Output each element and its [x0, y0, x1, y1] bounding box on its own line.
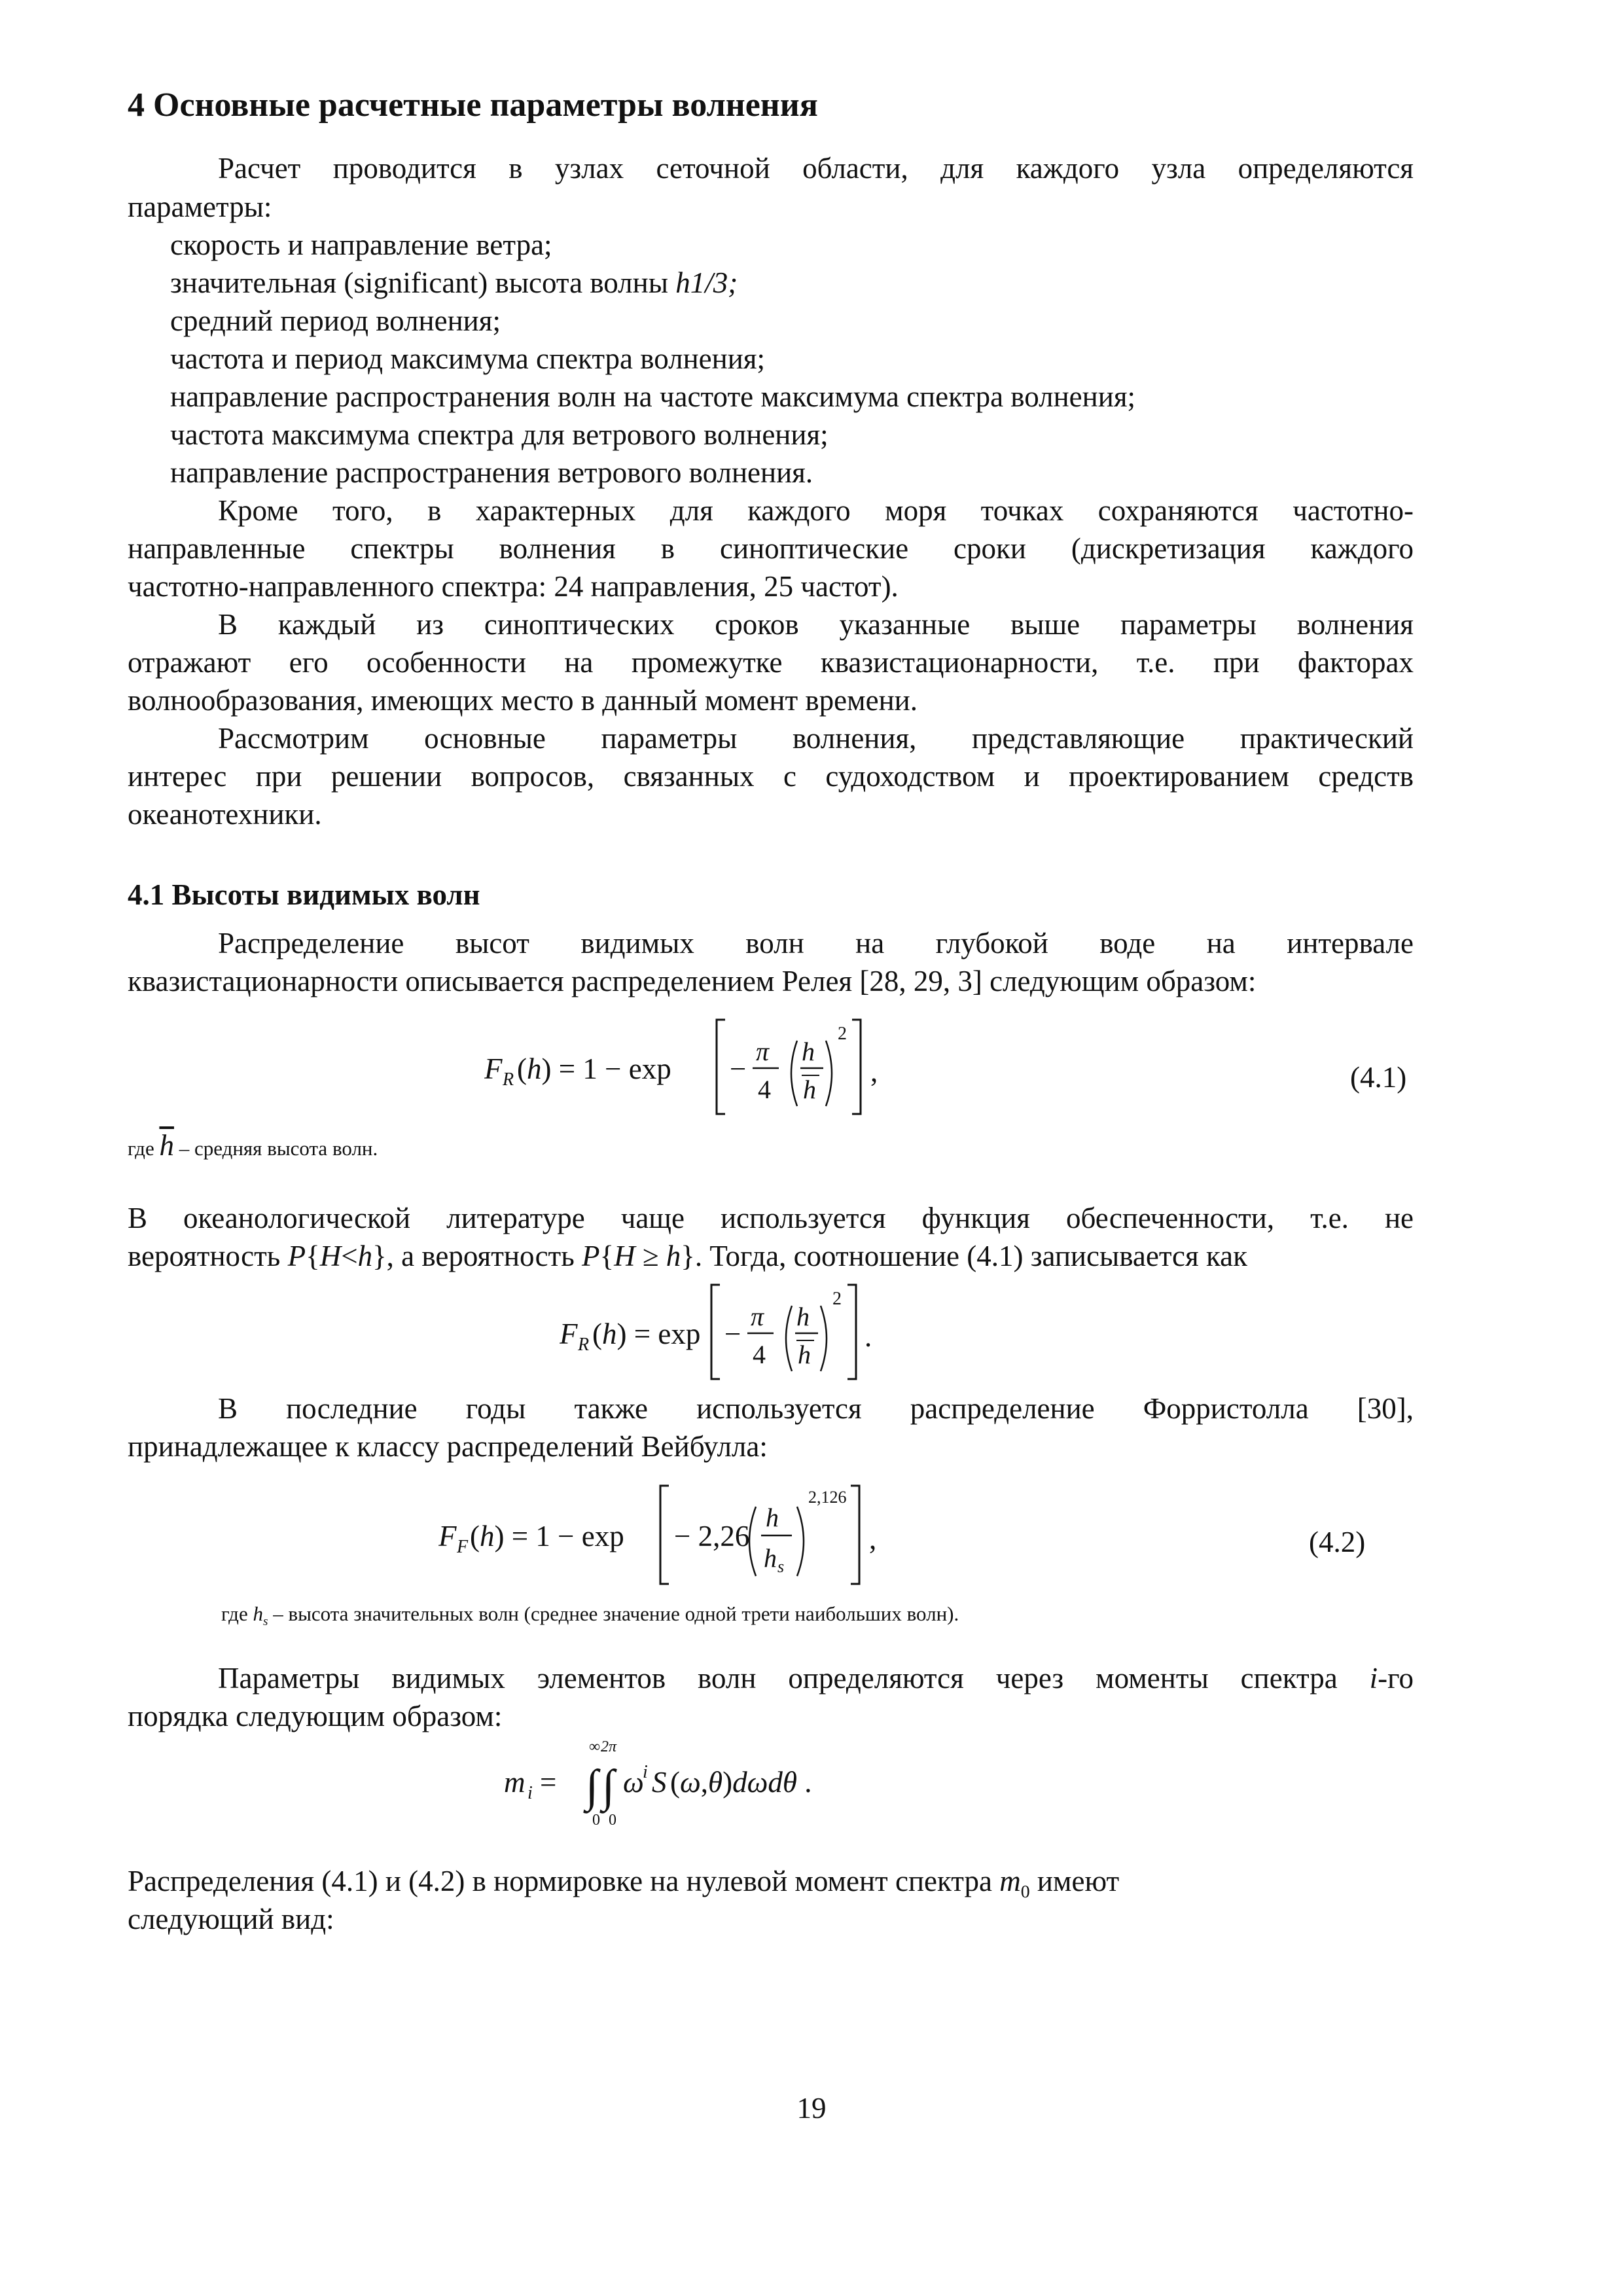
svg-text:− 2,26: − 2,26 [674, 1520, 750, 1552]
svg-text:2,126: 2,126 [808, 1488, 847, 1507]
svg-text:−: − [730, 1052, 747, 1085]
equation-moments [504, 1734, 870, 1833]
svg-text:s: s [777, 1557, 785, 1576]
s41-p4-line2: порядка следующим образом: [128, 1700, 503, 1732]
svg-text:h: h [764, 1543, 777, 1573]
list-item: скорость и направление ветра; [170, 228, 552, 261]
equation-4-2 [438, 1473, 897, 1597]
svg-text:(ω,θ)dωdθ .: (ω,θ)dωdθ . [670, 1766, 812, 1799]
svg-text:∫: ∫ [586, 1761, 599, 1812]
svg-text:2: 2 [838, 1024, 847, 1044]
s41-p3-line2: принадлежащее к классу распределений Вейбулла: [128, 1430, 768, 1463]
svg-text:h: h [802, 1037, 815, 1066]
svg-text:4: 4 [758, 1075, 771, 1104]
svg-text:R: R [578, 1335, 590, 1355]
svg-text:4: 4 [753, 1340, 766, 1369]
section-heading: 4.1 Высоты видимых волн [128, 878, 480, 911]
s41-p5-line1: Распределения (4.1) и (4.2) в нормировке на нулевой момент спектра $m_0$ имеют [128, 1865, 1120, 1902]
h13-symbol: h1/3; [675, 266, 738, 299]
note-significant-height: где $h_s$ – высота значительных волн (среднее значение одной трети наибольших волн). [221, 1602, 959, 1629]
intro-p2-line3: частотно-направленного спектра: 24 направления, 25 частот). [128, 570, 899, 603]
svg-text:∞: ∞ [589, 1738, 601, 1755]
list-item: частота максимума спектра для ветрового волнения; [170, 418, 829, 451]
svg-text:π: π [751, 1302, 764, 1331]
equation-number: (4.2) [1309, 1526, 1366, 1558]
s41-p4-line1: Параметры видимых элементов волн определяются через моменты спектра i-го [218, 1662, 1414, 1695]
equation-4-1-complement [560, 1273, 900, 1391]
s41-p1-line1: Распределение высот видимых волн на глубокой воде на интервале [218, 927, 1414, 960]
list-item: направление распространения волн на частоте максимума спектра волнения; [170, 380, 1136, 413]
intro-p2-line2: направленные спектры волнения в синоптические сроки (дискретизация каждого [128, 532, 1414, 565]
svg-text:0: 0 [592, 1812, 600, 1829]
svg-text:F: F [560, 1318, 578, 1350]
svg-text:F: F [484, 1052, 503, 1085]
svg-text:.: . [865, 1320, 872, 1353]
svg-text:ω: ω [623, 1766, 644, 1799]
equation-number: (4.1) [1350, 1061, 1407, 1094]
svg-text:(h) = exp: (h) = exp [592, 1318, 701, 1350]
intro-p3-line1: В каждый из синоптических сроков указанные выше параметры волнения [218, 608, 1414, 641]
intro-p1-line2: параметры: [128, 190, 272, 223]
list-item: значительная (significant) высота волны h1/3; [170, 266, 738, 299]
svg-text:h: h [796, 1302, 810, 1331]
s41-p2-line1: В океанологической литературе чаще используется функция обеспеченности, т.е. не [128, 1202, 1414, 1234]
intro-p4-line1: Рассмотрим основные параметры волнения, представляющие практический [218, 722, 1414, 755]
s41-p3-line1: В последние годы также используется распределение Форристолла [30], [218, 1392, 1414, 1425]
svg-text:(h) = 1 − exp: (h) = 1 − exp [517, 1052, 671, 1085]
s41-p2-line2: вероятность P{H<h}, а вероятность P{H ≥ h}. Тогда, соотношение (4.1) записывается как [128, 1240, 1247, 1272]
svg-text:S: S [652, 1766, 667, 1799]
s41-p5-line2: следующий вид: [128, 1903, 334, 1935]
s41-p1-line2: квазистационарности описывается распределением Релея [28, 29, 3] следующим образом: [128, 965, 1257, 997]
intro-p2-line1: Кроме того, в характерных для каждого моря точках сохраняются частотно- [218, 494, 1414, 527]
svg-text:m: m [504, 1766, 526, 1799]
intro-p3-line3: волнообразования, имеющих место в данный момент времени. [128, 684, 918, 717]
svg-text:=: = [540, 1766, 557, 1799]
note-mean-height: где $\overline{h}$ – средняя высота волн. [128, 1129, 378, 1162]
svg-text:∫: ∫ [602, 1761, 615, 1812]
svg-text:h: h [798, 1340, 811, 1369]
equation-4-1 [484, 1008, 929, 1126]
svg-text:i: i [643, 1762, 648, 1782]
svg-text:h: h [803, 1075, 816, 1104]
svg-text:(h) = 1 − exp: (h) = 1 − exp [470, 1520, 624, 1552]
svg-text:F: F [457, 1537, 469, 1557]
svg-text:,: , [870, 1055, 878, 1088]
intro-p1-line1: Расчет проводится в узлах сеточной области, для каждого узла определяются [218, 152, 1414, 185]
svg-text:2: 2 [832, 1289, 842, 1309]
svg-text:i: i [527, 1783, 533, 1803]
chapter-heading: 4 Основные расчетные параметры волнения [128, 86, 818, 124]
svg-text:−: − [724, 1318, 741, 1350]
svg-text:F: F [438, 1520, 457, 1552]
svg-text:π: π [756, 1037, 770, 1066]
svg-text:,: , [869, 1522, 877, 1555]
list-item: направление распространения ветрового волнения. [170, 456, 813, 489]
list-item: средний период волнения; [170, 304, 501, 337]
intro-p4-line3: океанотехники. [128, 798, 322, 831]
intro-p4-line2: интерес при решении вопросов, связанных с судоходством и проектированием средств [128, 760, 1414, 793]
svg-text:0: 0 [609, 1812, 616, 1829]
intro-p3-line2: отражают его особенности на промежутке квазистационарности, т.е. при факторах [128, 646, 1414, 679]
svg-text:h: h [766, 1503, 779, 1532]
svg-text:R: R [503, 1069, 514, 1090]
page-number: 19 [796, 2092, 827, 2125]
svg-text:2π: 2π [601, 1738, 617, 1755]
list-item: частота и период максимума спектра волнения; [170, 342, 765, 375]
